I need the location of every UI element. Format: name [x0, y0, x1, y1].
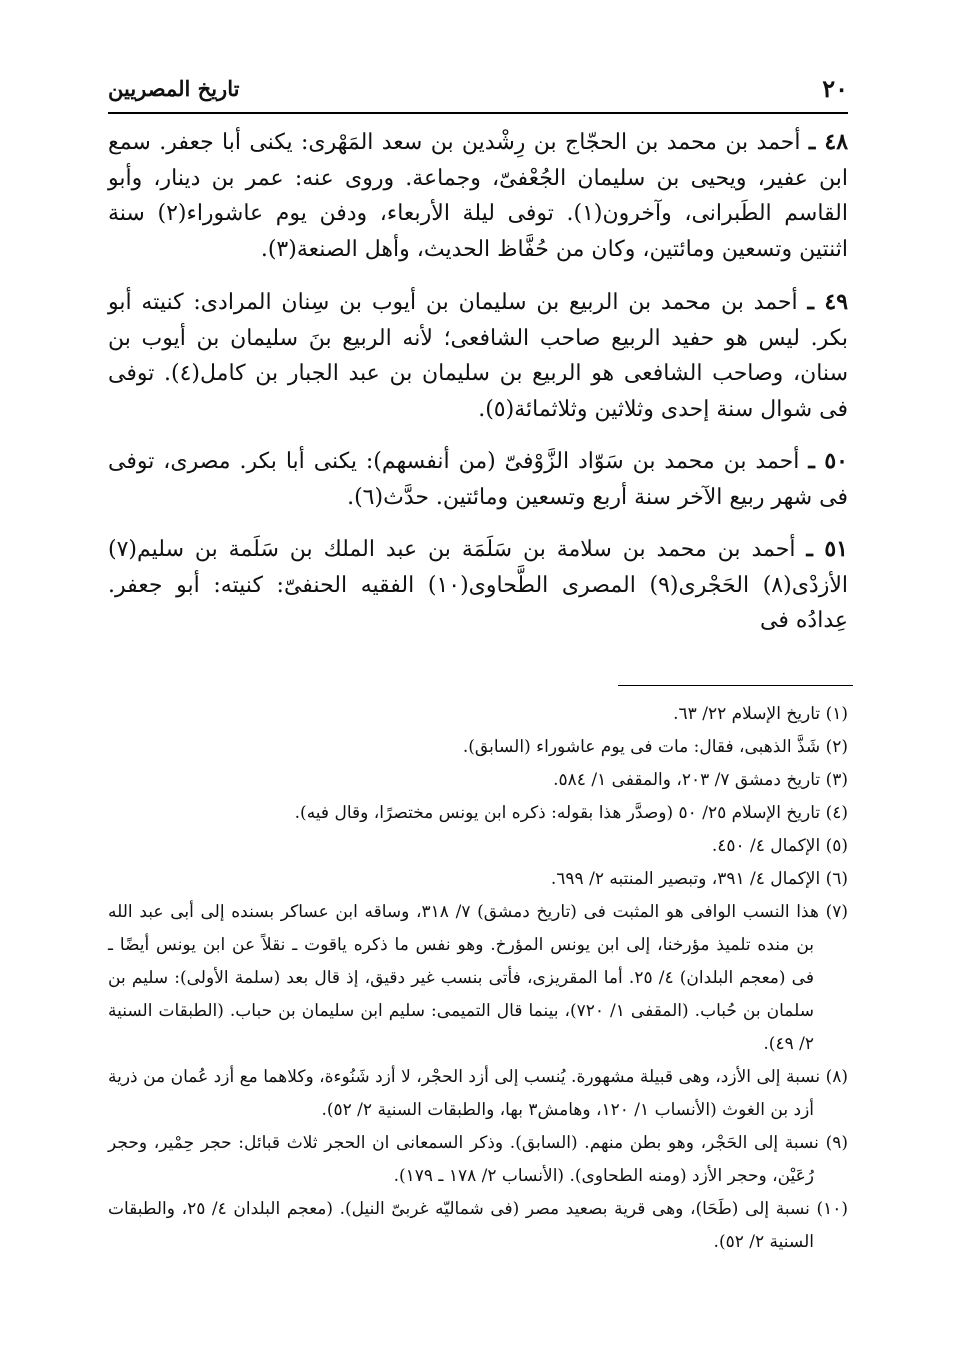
- footnote-7: (٧) هذا النسب الوافى هو المثبت فى (تاريخ دمشق) ٧/ ٣١٨، وساقه ابن عساكر بسنده إلى أبى عبد الله بن منده تلميذ مؤرخنا، إلى ابن يونس المؤرخ. وهو نفس ما ذكره ياقوت ـ نقلاً عن ابن يونس أيضًا ـ فى (معجم البلدان) ٤/ ٢٥. أما المقريزى، فأتى بنسب غير دقيق، إذ قال بعد (سلمة الأولى): سليم بن سلمان بن حُباب. (المقفى ١/ ٧٢٠)، بينما قال التميمى: سليم ابن سليمان بن حباب. (الطبقات السنية ٢/ ٤٩).: [108, 902, 848, 1054]
- footnote-8: (٨) نسبة إلى الأزد، وهى قبيلة مشهورة. يُنسب إلى أزد الحجْر، لا أزد شَنُوءة، وكلاهما مع أزد عُمان من ذرية أزد بن الغوث (الأنساب ١/ ١٢٠، وهامش٣ بها، والطبقات السنية ٢/ ٥٢).: [108, 1067, 848, 1120]
- footnote-1: (١) تاريخ الإسلام ٢٢/ ٦٣.: [673, 704, 848, 724]
- page-number: ٢٠: [822, 74, 848, 103]
- entry-text: أحمد بن محمد بن سلامة بن سَلَمَة بن عبد الملك بن سَلَمة بن سليم(٧) الأزدْى(٨) الحَجْرى(٩) المصرى الطَّحاوى(١٠) الفقيه الحنفىّ: كنيته: أبو جعفر. عِدادُه فى: [108, 537, 848, 633]
- footnote-separator: [618, 685, 853, 686]
- footnote-5: (٥) الإكمال ٤/ ٤٥٠.: [711, 836, 848, 856]
- footnote-6: (٦) الإكمال ٤/ ٣٩١، وتبصير المنتبه ٢/ ٦٩٩.: [550, 869, 848, 889]
- biography-entry-49: [108, 285, 848, 427]
- entry-number: ٥١ ـ: [806, 536, 848, 562]
- footnotes: [108, 698, 848, 1259]
- header-rule: [108, 112, 848, 114]
- entry-text: أحمد بن محمد بن الربيع بن سليمان بن أيوب بن سِنان المرادى: كنيته أبو بكر. ليس هو حفيد الربيع صاحب الشافعى؛ لأنه الربيع بنَ سليمان بن أيوب بن سنان، وصاحب الشافعى هو الربيع بن سليمان بن عبد الجبار بن كامل(٤). توفى فى شوال سنة إحدى وثلاثين وثلاثمائة(٥).: [108, 290, 848, 422]
- entry-number: ٤٨ ـ: [808, 129, 849, 155]
- entry-text: أحمد بن محمد بن الحجّاج بن رِشْدين بن سعد المَهْرى: يكنى أبا جعفر. سمع ابن عفير، ويحيى بن سليمان الجُعْفىّ، وجماعة. وروى عنه: عمر بن دينار، وأبو القاسم الطَبرانى، وآخرون(١). توفى ليلة الأربعاء، ودفن يوم عاشوراء(٢) سنة اثنتين وتسعين ومائتين، وكان من حُفَّاظ الحديث، وأهل الصنعة(٣).: [108, 130, 848, 262]
- biography-entry-50: [108, 444, 848, 515]
- entry-number: ٤٩ ـ: [807, 289, 849, 315]
- biography-entry-51: [108, 532, 848, 639]
- footnote-10: (١٠) نسبة إلى (طَحَا)، وهى قرية بصعيد مصر (فى شماليّه غربىّ النيل). (معجم البلدان ٤/ ٢٥، والطبقات السنية ٢/ ٥٢).: [108, 1199, 848, 1252]
- entry-number: ٥٠ ـ: [808, 448, 848, 474]
- footnote-3: (٣) تاريخ دمشق ٧/ ٢٠٣، والمقفى ١/ ٥٨٤.: [553, 770, 848, 790]
- running-title: تاريخ المصريين: [108, 76, 240, 101]
- entry-text: أحمد بن محمد بن سَوّاد الزَّوْفىّ (من أنفسهم): يكنى أبا بكر. مصرى، توفى فى شهر ربيع الآخر سنة أربع وتسعين ومائتين. حدَّث(٦).: [108, 449, 848, 510]
- biography-entry-48: [108, 125, 848, 267]
- page-header: [108, 72, 848, 116]
- footnote-4: (٤) تاريخ الإسلام ٢٥/ ٥٠ (وصدَّر هذا بقوله: ذكره ابن يونس مختصرًا، وقال فيه).: [294, 803, 848, 823]
- footnote-9: (٩) نسبة إلى الحَجْر، وهو بطن منهم. (السابق). وذكر السمعانى ان الحجر ثلاث قبائل: حجر حِمْير، وحجر رُعَيْن، وحجر الأزد (ومنه الطحاوى). (الأنساب ٢/ ١٧٨ ـ ١٧٩).: [108, 1133, 848, 1186]
- main-text: [108, 125, 848, 656]
- footnote-2: (٢) شَذَّ الذهبى، فقال: مات فى يوم عاشوراء (السابق).: [462, 737, 848, 757]
